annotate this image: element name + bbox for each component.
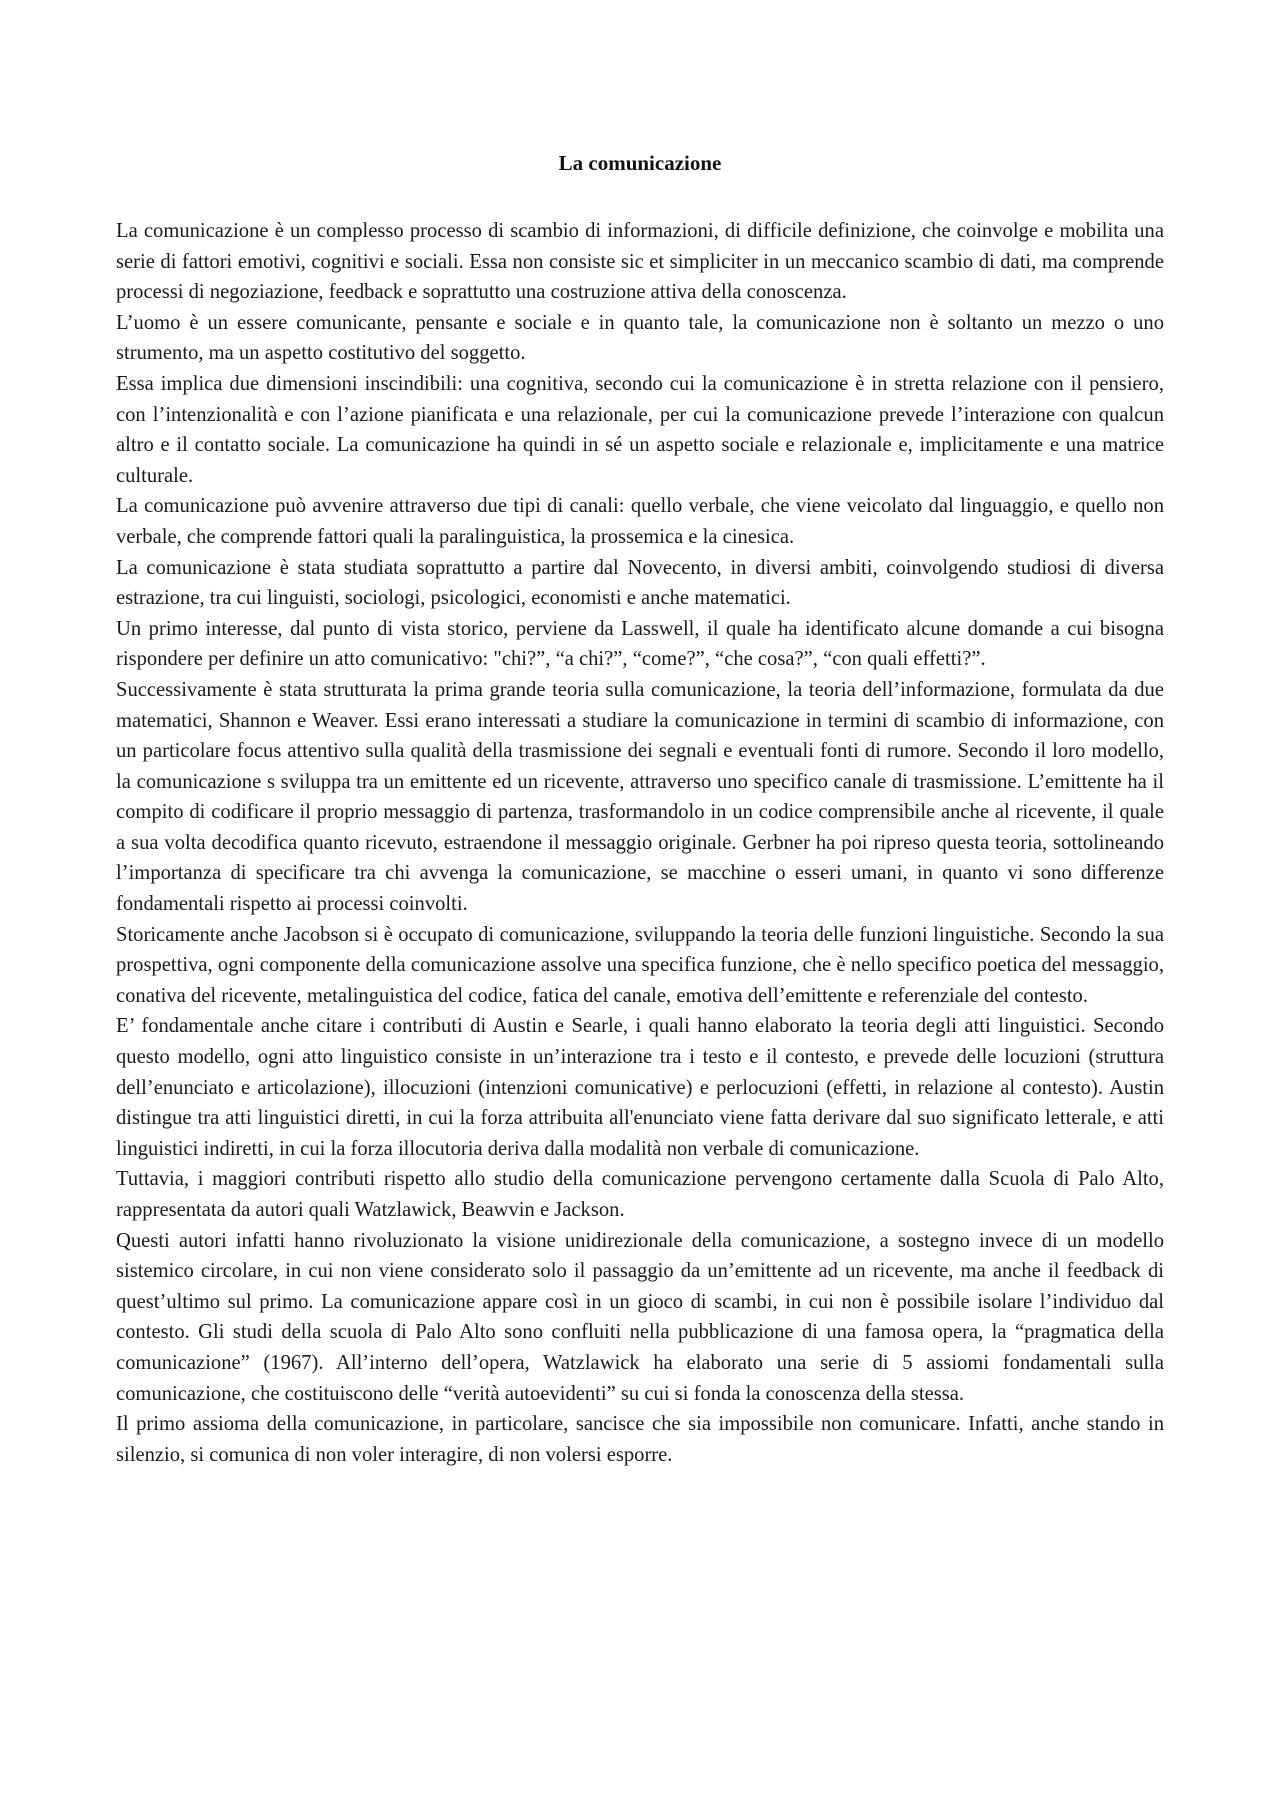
paragraph-9: E’ fondamentale anche citare i contributi di Austin e Searle, i quali hanno elaborato la teoria degli atti linguistici. Secondo questo modello, ogni atto linguistico consiste in un’interazione tra i testo e il contesto, e prevede delle locuzioni (struttura dell’enunciato e articolazione), illocuzioni (intenzioni comunicative) e perlocuzioni (effetti, in relazione al contesto). Austin distingue tra atti linguistici diretti, in cui la forza attribuita all'enunciato viene fatta derivare dal suo significato letterale, e atti linguistici indiretti, in cui la forza illocutoria deriva dalla modalità non verbale di comunicazione. — [116, 1015, 1164, 1160]
paragraph-8: Storicamente anche Jacobson si è occupato di comunicazione, sviluppando la teoria delle funzioni linguistiche. Secondo la sua prospettiva, ogni componente della comunicazione assolve una specifica funzione, che è nello specifico poetica del messaggio, conativa del ricevente, metalinguistica del codice, fatica del canale, emotiva dell’emittente e referenziale del contesto. — [116, 923, 1164, 1007]
paragraph-11: Questi autori infatti hanno rivoluzionato la visione unidirezionale della comunicazione, a sostegno invece di un modello sistemico circolare, in cui non viene considerato solo il passaggio da un’emittente ad un ricevente, ma anche il feedback di quest’ultimo sul primo. La comunicazione appare così in un gioco di scambi, in cui non è possibile isolare l’individuo dal contesto. Gli studi della scuola di Palo Alto sono confluiti nella pubblicazione di una famosa opera, la “pragmatica della comunicazione” (1967). All’interno dell’opera, Watzlawick ha elaborato una serie di 5 assiomi fondamentali sulla comunicazione, che costituiscono delle “verità autoevidenti” su cui si fonda la conoscenza della stessa. — [116, 1229, 1164, 1405]
paragraph-10: Tuttavia, i maggiori contributi rispetto allo studio della comunicazione pervengono certamente dalla Scuola di Palo Alto, rappresentata da autori quali Watzlawick, Beawvin e Jackson. — [116, 1168, 1164, 1221]
paragraph-5: La comunicazione è stata studiata soprattutto a partire dal Novecento, in diversi ambiti, coinvolgendo studiosi di diversa estrazione, tra cui linguisti, sociologi, psicologici, economisti e anche matematici. — [116, 556, 1164, 610]
paragraph-7: Successivamente è stata strutturata la prima grande teoria sulla comunicazione, la teoria dell’informazione, formulata da due matematici, Shannon e Weaver. Essi erano interessati a studiare la comunicazione in termini di scambio di informazione, con un particolare focus attentivo sulla qualità della trasmissione dei segnali e eventuali fonti di rumore. Secondo il loro modello, la comunicazione s sviluppa tra un emittente ed un ricevente, attraverso uno specifico canale di trasmissione. L’emittente ha il compito di codificare il proprio messaggio di partenza, trasformandolo in un codice comprensibile anche al ricevente, il quale a sua volta decodifica quanto ricevuto, estraendone il messaggio originale. Gerbner ha poi ripreso questa teoria, sottolineando l’importanza di specificare tra chi avvenga la comunicazione, se macchine o esseri umani, in quanto vi sono differenze fondamentali rispetto ai processi coinvolti. — [116, 678, 1164, 916]
paragraph-1: La comunicazione è un complesso processo di scambio di informazioni, di difficile definizione, che coinvolge e mobilita una serie di fattori emotivi, cognitivi e sociali. Essa non consiste sic et simpliciter in un meccanico scambio di dati, ma comprende processi di negoziazione, feedback e soprattutto una costruzione attiva della conoscenza. — [116, 220, 1164, 304]
document-body — [116, 216, 1164, 1470]
paragraph-4: La comunicazione può avvenire attraverso due tipi di canali: quello verbale, che viene veicolato dal linguaggio, e quello non verbale, che comprende fattori quali la paralinguistica, la prossemica e la cinesica. — [116, 495, 1164, 548]
paragraph-2: L’uomo è un essere comunicante, pensante e sociale e in quanto tale, la comunicazione non è soltanto un mezzo o uno strumento, ma un aspetto costitutivo del soggetto. — [116, 311, 1164, 365]
paragraph-12: Il primo assioma della comunicazione, in particolare, sancisce che sia impossibile non comunicare. Infatti, anche stando in silenzio, si comunica di non voler interagire, di non volersi esporre. — [116, 1413, 1164, 1466]
paragraph-3: Essa implica due dimensioni inscindibili: una cognitiva, secondo cui la comunicazione è in stretta relazione con il pensiero, con l’intenzionalità e con l’azione pianificata e una relazionale, per cui la comunicazione prevede l’interazione con qualcun altro e il contatto sociale. La comunicazione ha quindi in sé un aspetto sociale e relazionale e, implicitamente e una matrice culturale. — [116, 372, 1164, 487]
paragraph-6: Un primo interesse, dal punto di vista storico, perviene da Lasswell, il quale ha identificato alcune domande a cui bisogna rispondere per definire un atto comunicativo: "chi?”, “a chi?”, “come?”, “che cosa?”, “con quali effetti?”. — [116, 617, 1164, 671]
page-title: La comunicazione — [558, 151, 722, 175]
